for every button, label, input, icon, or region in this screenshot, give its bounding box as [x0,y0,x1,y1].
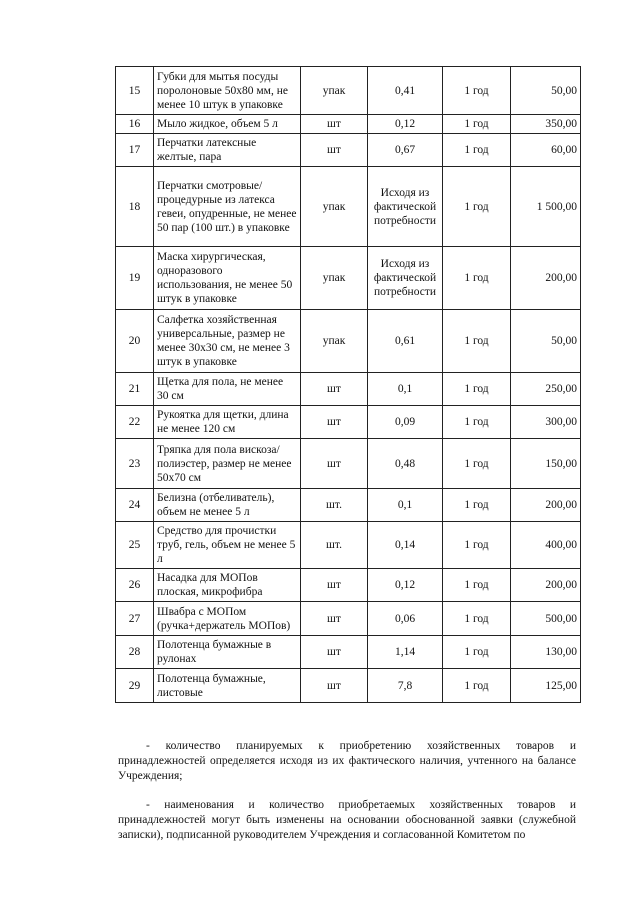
row-number-cell: 26 [116,569,154,602]
unit-cell: шт [301,669,368,703]
term-cell: 1 год [443,167,511,247]
quantity-cell: 0,06 [368,602,443,636]
price-cell: 200,00 [511,569,581,602]
price-cell: 50,00 [511,310,581,373]
quantity-cell: 0,41 [368,67,443,115]
item-name-cell: Маска хирургическая, одноразового использования, не менее 50 штук в упаковке [154,247,301,310]
table-row [116,439,581,489]
unit-cell: упак [301,67,368,115]
price-cell: 350,00 [511,115,581,134]
price-cell: 125,00 [511,669,581,703]
term-cell: 1 год [443,134,511,167]
price-cell: 200,00 [511,489,581,522]
row-number-cell: 25 [116,522,154,569]
items-table [115,66,581,703]
row-number-cell: 22 [116,406,154,439]
item-name-cell: Рукоятка для щетки, длина не менее 120 см [154,406,301,439]
table-row [116,247,581,310]
quantity-cell: 0,48 [368,439,443,489]
price-cell: 150,00 [511,439,581,489]
table-row [116,636,581,669]
term-cell: 1 год [443,636,511,669]
table-row [116,522,581,569]
row-number-cell: 15 [116,67,154,115]
quantity-cell: 0,12 [368,115,443,134]
row-number-cell: 21 [116,373,154,406]
quantity-cell: 7,8 [368,669,443,703]
row-number-cell: 29 [116,669,154,703]
term-cell: 1 год [443,310,511,373]
quantity-cell: Исходя из фактической потребности [368,247,443,310]
price-cell: 1 500,00 [511,167,581,247]
item-name-cell: Тряпка для пола вискоза/полиэстер, размер не менее 50х70 см [154,439,301,489]
unit-cell: упак [301,310,368,373]
table-row [116,489,581,522]
price-cell: 50,00 [511,67,581,115]
row-number-cell: 23 [116,439,154,489]
table-row [116,406,581,439]
item-name-cell: Полотенца бумажные в рулонах [154,636,301,669]
item-name-cell: Перчатки латексные желтые, пара [154,134,301,167]
quantity-cell: 0,67 [368,134,443,167]
item-name-cell: Перчатки смотровые/процедурные из латекса гевеи, опудренные, не менее 50 пар (100 шт.) в упаковке [154,167,301,247]
term-cell: 1 год [443,669,511,703]
unit-cell: шт [301,439,368,489]
row-number-cell: 27 [116,602,154,636]
term-cell: 1 год [443,439,511,489]
paragraph-text: - наименования и количество приобретаемых хозяйственных товаров и принадлежностей могут быть изменены на основании обоснованной заявки (служебной записки), подписанной руководителем Учреждения и согласованной Комитетом по [118,799,576,841]
table-row [116,115,581,134]
row-number-cell: 17 [116,134,154,167]
row-number-cell: 18 [116,167,154,247]
quantity-cell: 0,1 [368,373,443,406]
unit-cell: шт [301,636,368,669]
term-cell: 1 год [443,489,511,522]
table-row [116,569,581,602]
item-name-cell: Щетка для пола, не менее 30 см [154,373,301,406]
unit-cell: шт [301,373,368,406]
unit-cell: упак [301,247,368,310]
unit-cell: шт [301,602,368,636]
price-cell: 130,00 [511,636,581,669]
unit-cell: шт. [301,489,368,522]
term-cell: 1 год [443,373,511,406]
unit-cell: упак [301,167,368,247]
table-row [116,602,581,636]
item-name-cell: Полотенца бумажные, листовые [154,669,301,703]
price-cell: 60,00 [511,134,581,167]
quantity-cell: Исходя из фактической потребности [368,167,443,247]
quantity-cell: 0,61 [368,310,443,373]
paragraph-names-note [118,798,576,843]
price-cell: 200,00 [511,247,581,310]
quantity-cell: 0,1 [368,489,443,522]
paragraph-text: - количество планируемых к приобретению хозяйственных товаров и принадлежностей определяется исходя из их фактического наличия, учтенного на балансе Учреждения; [118,740,576,782]
item-name-cell: Губки для мытья посуды поролоновые 50х80 мм, не менее 10 штук в упаковке [154,67,301,115]
term-cell: 1 год [443,602,511,636]
unit-cell: шт [301,406,368,439]
unit-cell: шт [301,134,368,167]
table-row [116,167,581,247]
row-number-cell: 19 [116,247,154,310]
term-cell: 1 год [443,247,511,310]
paragraph-quantity-note [118,739,576,784]
quantity-cell: 0,14 [368,522,443,569]
quantity-cell: 0,09 [368,406,443,439]
table-row [116,134,581,167]
table-row [116,310,581,373]
item-name-cell: Мыло жидкое, объем 5 л [154,115,301,134]
row-number-cell: 24 [116,489,154,522]
item-name-cell: Швабра с МОПом (ручка+держатель МОПов) [154,602,301,636]
quantity-cell: 1,14 [368,636,443,669]
term-cell: 1 год [443,569,511,602]
term-cell: 1 год [443,115,511,134]
price-cell: 300,00 [511,406,581,439]
table-row [116,669,581,703]
term-cell: 1 год [443,406,511,439]
unit-cell: шт [301,569,368,602]
item-name-cell: Салфетка хозяйственная универсальные, размер не менее 30х30 см, не менее 3 штук в упаковке [154,310,301,373]
row-number-cell: 20 [116,310,154,373]
table-row [116,67,581,115]
unit-cell: шт. [301,522,368,569]
item-name-cell: Средство для прочистки труб, гель, объем не менее 5 л [154,522,301,569]
price-cell: 250,00 [511,373,581,406]
row-number-cell: 16 [116,115,154,134]
item-name-cell: Насадка для МОПов плоская, микрофибра [154,569,301,602]
price-cell: 400,00 [511,522,581,569]
item-name-cell: Белизна (отбеливатель), объем не менее 5 л [154,489,301,522]
term-cell: 1 год [443,67,511,115]
items-table-body [116,67,581,703]
quantity-cell: 0,12 [368,569,443,602]
table-row [116,373,581,406]
row-number-cell: 28 [116,636,154,669]
term-cell: 1 год [443,522,511,569]
unit-cell: шт [301,115,368,134]
price-cell: 500,00 [511,602,581,636]
